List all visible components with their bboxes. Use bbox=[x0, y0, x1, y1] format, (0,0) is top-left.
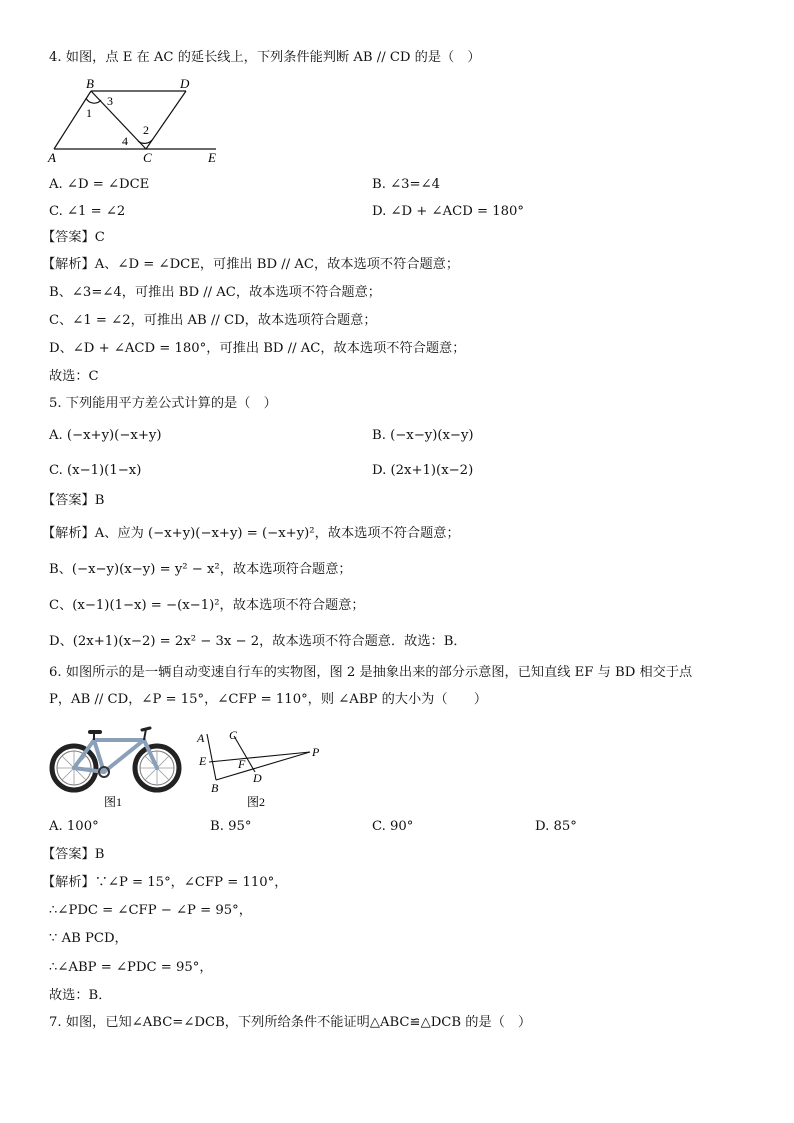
q6-option-c: C. 90° bbox=[372, 819, 414, 834]
q5-option-b: B. (−x−y)(x−y) bbox=[372, 428, 474, 443]
q4-option-c: C. ∠1 = ∠2 bbox=[49, 204, 126, 219]
q4-answer: 【答案】C bbox=[42, 230, 105, 245]
q4-choose: 故选：C bbox=[49, 369, 99, 384]
q6-geometry-figure bbox=[192, 722, 332, 812]
q6-explanation-1: 【解析】∵∠P = 15°，∠CFP = 110°， bbox=[42, 875, 288, 890]
q6-choose: 故选：B． bbox=[49, 988, 112, 1003]
q4-explanation-1: 【解析】A、∠D = ∠DCE，可推出 BD // AC，故本选项不符合题意； bbox=[42, 257, 460, 272]
q6-answer: 【答案】B bbox=[42, 847, 105, 862]
q4-option-b: B. ∠3=∠4 bbox=[372, 177, 441, 192]
q6-label-f: F bbox=[238, 757, 246, 771]
q5-option-c: C. (x−1)(1−x) bbox=[49, 463, 142, 478]
q6-option-d: D. 85° bbox=[535, 819, 577, 834]
q6-label-a: A bbox=[197, 731, 205, 745]
q6-option-b: B. 95° bbox=[210, 819, 252, 834]
q4-angle-1: 1 bbox=[86, 106, 92, 120]
q5-answer: 【答案】B bbox=[42, 493, 105, 508]
q4-explanation-2: B、∠3=∠4，可推出 BD // AC，故本选项不符合题意； bbox=[49, 285, 381, 300]
q5-explanation-4: D、(2x+1)(x−2) = 2x² − 3x − 2，故本选项不符合题意．故选：B． bbox=[49, 634, 467, 649]
q4-explanation-4: D、∠D + ∠ACD = 180°，可推出 BD // AC，故本选项不符合题意； bbox=[49, 341, 466, 356]
bicycle-photo-figure bbox=[46, 718, 186, 813]
q6-explanation-3: ∵ AB PCD， bbox=[49, 931, 128, 946]
q4-label-a: A bbox=[48, 150, 56, 165]
q5-explanation-1: 【解析】A、应为 (−x+y)(−x+y) = (−x+y)²，故本选项不符合题意； bbox=[42, 526, 460, 541]
q4-option-a: A. ∠D = ∠DCE bbox=[49, 177, 150, 192]
q5-stem: 5. 下列能用平方差公式计算的是（ ） bbox=[49, 396, 277, 411]
q5-explanation-3: C、(x−1)(1−x) = −(x−1)²，故本选项不符合题意； bbox=[49, 598, 365, 613]
figure-2-caption: 图2 bbox=[247, 795, 266, 809]
q5-option-a: A. (−x+y)(−x+y) bbox=[49, 428, 162, 443]
q4-angle-2: 2 bbox=[143, 123, 149, 137]
q6-label-c: C bbox=[229, 728, 238, 742]
q7-stem: 7. 如图，已知∠ABC=∠DCB，下列所给条件不能证明△ABC≌△DCB 的是（ ） bbox=[49, 1015, 532, 1030]
q5-option-d: D. (2x+1)(x−2) bbox=[372, 463, 474, 478]
q4-label-d: D bbox=[180, 76, 190, 91]
q6-label-b: B bbox=[211, 781, 219, 795]
q6-label-d: D bbox=[253, 771, 262, 785]
q5-explanation-2: B、(−x−y)(x−y) = y² − x²，故本选项符合题意； bbox=[49, 562, 352, 577]
q4-explanation-3: C、∠1 = ∠2，可推出 AB // CD，故本选项符合题意； bbox=[49, 313, 377, 328]
q6-option-a: A. 100° bbox=[49, 819, 99, 834]
q4-label-c: C bbox=[143, 150, 152, 165]
q4-stem: 4. 如图，点 E 在 AC 的延长线上，下列条件能判断 AB // CD 的是（ ） bbox=[49, 50, 481, 65]
q6-explanation-4: ∴∠ABP = ∠PDC = 95°， bbox=[49, 960, 213, 975]
figure-1-caption: 图1 bbox=[104, 795, 123, 809]
q6-explanation-2: ∴∠PDC = ∠CFP − ∠P = 95°， bbox=[49, 903, 252, 918]
q6-stem-line-1: 6. 如图所示的是一辆自动变速自行车的实物图，图 2 是抽象出来的部分示意图，已知直线 EF 与 BD 相交于点 bbox=[49, 665, 693, 680]
q4-label-b: B bbox=[86, 76, 94, 91]
q4-label-e: E bbox=[208, 150, 216, 165]
q4-angle-4: 4 bbox=[122, 134, 128, 148]
q4-figure bbox=[46, 76, 226, 166]
q4-option-d: D. ∠D + ∠ACD = 180° bbox=[372, 204, 524, 219]
q6-label-p: P bbox=[312, 745, 320, 759]
q6-label-e: E bbox=[199, 754, 207, 768]
q4-angle-3: 3 bbox=[107, 94, 113, 108]
q6-stem-line-2: P，AB // CD，∠P = 15°，∠CFP = 110°，则 ∠ABP 的大小为（ ） bbox=[49, 692, 488, 707]
